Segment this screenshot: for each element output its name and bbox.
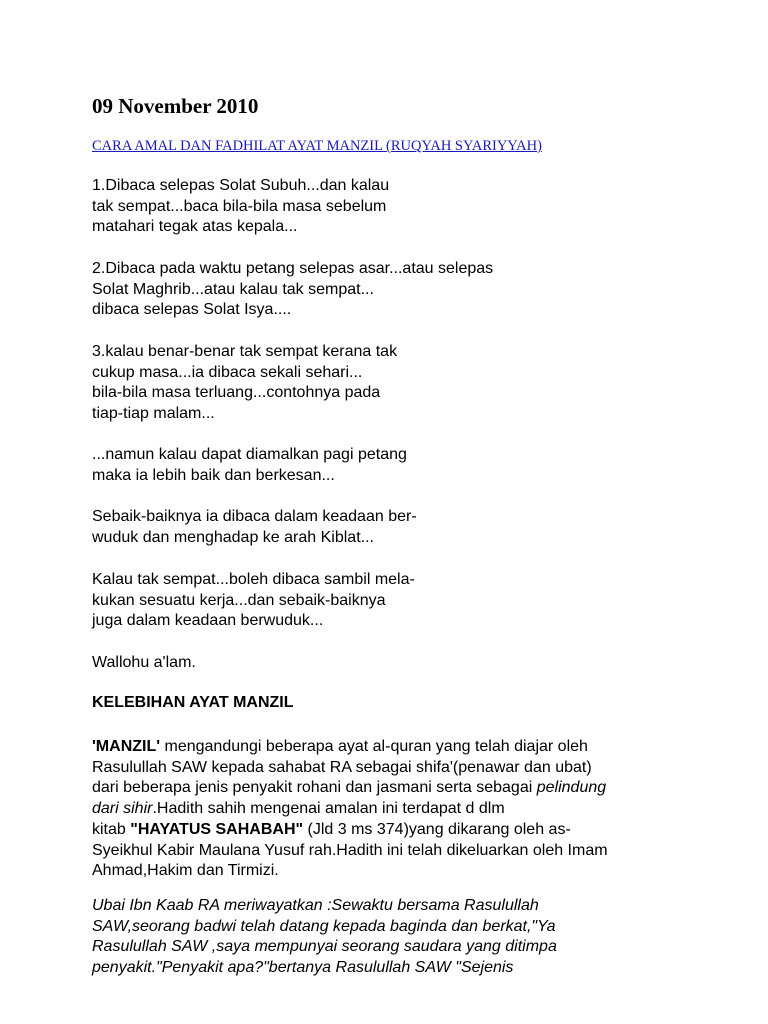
text-span: .Hadith sahih mengenai amalan ini terdapat d dlm <box>152 800 505 818</box>
section-heading: KELEBIHAN AYAT MANZIL <box>92 694 294 711</box>
bold-text: "HAYATUS SAHABAH" <box>130 820 304 838</box>
text-line <box>92 778 608 799</box>
section-4 <box>92 445 407 486</box>
text-line: penyakit."Penyakit apa?"bertanya Rasulullah SAW "Sejenis <box>92 959 514 977</box>
text-span: kitab <box>92 820 131 838</box>
text-line: 2.Dibaca pada waktu petang selepas asar...atau selepas <box>92 260 494 277</box>
text-line: juga dalam keadaan berwuduk... <box>92 612 324 630</box>
text-line: tak sempat...baca bila-bila masa sebelum <box>92 197 387 215</box>
italic-text: dari sihir <box>92 800 153 818</box>
text-span: dari beberapa jenis penyakit rohani dan jasmani serta sebagai <box>92 779 537 797</box>
text-line: Ubai Ibn Kaab RA meriwayatkan :Sewaktu bersama Rasulullah <box>92 897 539 914</box>
italic-text: pelindung <box>536 779 607 797</box>
text-span: mengandungi beberapa ayat al-quran yang telah diajar oleh <box>160 738 588 755</box>
section-6 <box>92 570 415 632</box>
text-line: cukup masa...ia dibaca sekali sehari... <box>92 363 363 381</box>
text-line: tiap-tiap malam... <box>92 405 215 423</box>
post-title-link[interactable]: CARA AMAL DAN FADHILAT AYAT MANZIL (RUQYAH SYARIYYAH) <box>92 138 542 154</box>
text-line <box>92 820 608 841</box>
text-line: 3.kalau benar-benar tak sempat kerana tak <box>92 343 398 360</box>
text-line: kukan sesuatu kerja...dan sebaik-baiknya <box>92 591 386 609</box>
manzil-paragraph <box>92 737 608 882</box>
section-5 <box>92 507 417 548</box>
text-line: SAW,seorang badwi telah datang kepada baginda dan berkat,"Ya <box>92 917 556 935</box>
section-2 <box>92 259 493 321</box>
text-line: Rasulullah SAW kepada sahabat RA sebagai shifa'(penawar dan ubat) <box>92 758 592 776</box>
post-date: 09 November 2010 <box>92 94 259 118</box>
text-line: Wallohu a'lam. <box>92 654 196 671</box>
text-line: Syeikhul Kabir Maulana Yusuf rah.Hadith ini telah dikeluarkan oleh Imam <box>92 841 608 859</box>
text-span: (Jld 3 ms 374)yang dikarang oleh as- <box>303 820 571 838</box>
text-line: matahari tegak atas kepala... <box>92 218 298 236</box>
text-line: maka ia lebih baik dan berkesan... <box>92 466 335 484</box>
section-7 <box>92 653 196 674</box>
text-line: Sebaik-baiknya ia dibaca dalam keadaan ber- <box>92 508 417 525</box>
text-line: Kalau tak sempat...boleh dibaca sambil mela- <box>92 571 415 588</box>
text-line <box>92 799 608 820</box>
text-line: Solat Maghrib...atau kalau tak sempat... <box>92 280 374 298</box>
text-line: Rasulullah SAW ,saya mempunyai seorang saudara yang ditimpa <box>92 938 557 956</box>
text-line: bila-bila masa terluang...contohnya pada <box>92 384 381 402</box>
text-line: 1.Dibaca selepas Solat Subuh...dan kalau <box>92 177 390 194</box>
section-1 <box>92 176 389 238</box>
section-3 <box>92 342 397 425</box>
text-line: Ahmad,Hakim dan Tirmizi. <box>92 862 279 880</box>
bold-text: 'MANZIL' <box>92 738 161 755</box>
text-line: dibaca selepas Solat Isya.... <box>92 301 292 319</box>
hadith-paragraph <box>92 896 557 979</box>
text-line: ...namun kalau dapat diamalkan pagi petang <box>92 446 407 463</box>
text-line: wuduk dan menghadap ke arah Kiblat... <box>92 528 374 546</box>
text-line <box>92 737 608 758</box>
